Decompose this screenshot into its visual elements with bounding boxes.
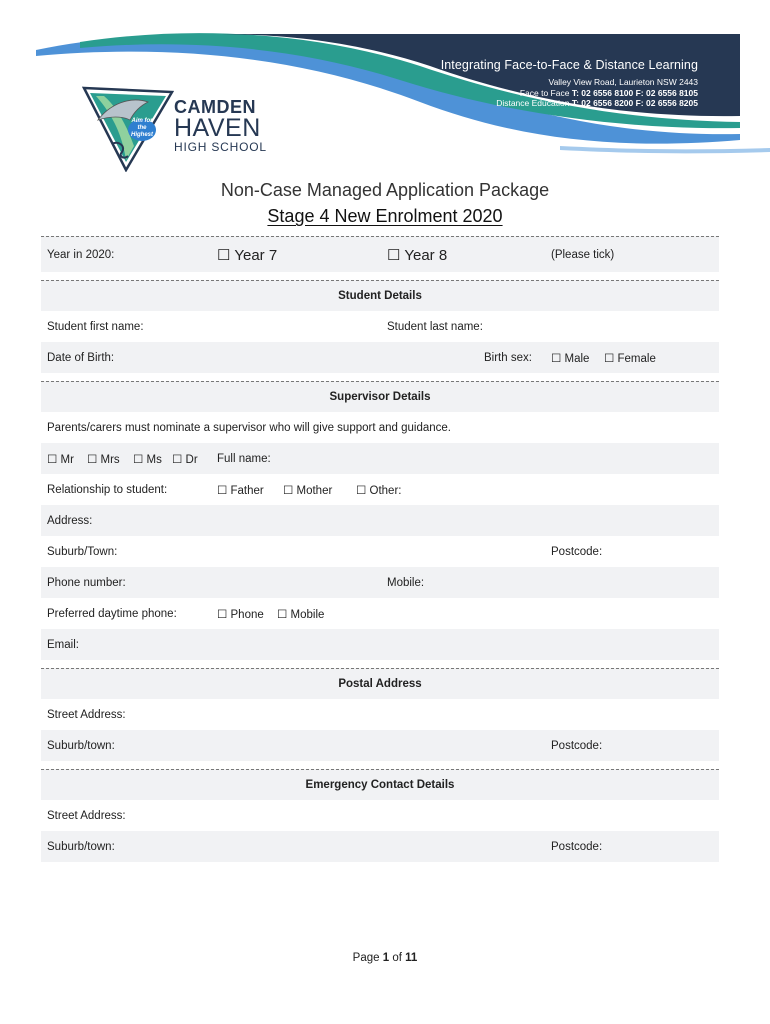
banner-distance-education: Distance Education T: 02 6556 8200 F: 02 6556 8205 [496, 98, 698, 108]
first-name-label: Student first name: [47, 320, 144, 333]
logo-motto-1: Aim for [131, 118, 153, 124]
emergency-street-row [41, 800, 719, 831]
postal-street-row [41, 699, 719, 730]
postcode-label: Postcode: [551, 545, 603, 558]
document-subtitle: Stage 4 New Enrolment 2020 [267, 206, 503, 226]
logo-motto-2: the [137, 125, 147, 131]
other-option[interactable]: ☐ Other: [356, 484, 402, 497]
checkbox-icon[interactable]: ☐ [283, 484, 294, 497]
pref-mobile-option[interactable]: ☐ Mobile [277, 608, 325, 621]
postal-suburb-row [41, 730, 719, 761]
male-option[interactable]: ☐ Male [551, 352, 590, 365]
suburb-label: Suburb/Town: [47, 545, 118, 558]
father-option[interactable]: ☐ Father [217, 484, 264, 497]
mobile-label: Mobile: [387, 576, 425, 589]
section-heading: Emergency Contact Details [305, 779, 455, 791]
banner-address: Valley View Road, Laurieton NSW 2443 [548, 77, 698, 87]
postcode-label: Postcode: [551, 840, 603, 853]
postcode-label: Postcode: [551, 739, 603, 752]
relationship-row [41, 474, 719, 505]
section-heading: Supervisor Details [329, 391, 431, 403]
page-total: 11 [405, 952, 418, 964]
banner-face-to-face: Face to Face T: 02 6556 8100 F: 02 6556 8105 [519, 88, 698, 98]
enrolment-form [41, 236, 719, 862]
year-row [41, 236, 719, 272]
please-tick-note: (Please tick) [551, 248, 615, 261]
section-heading: Postal Address [338, 678, 422, 690]
school-logo [82, 84, 174, 172]
page-footer: Page 1 of 11 [352, 952, 418, 964]
banner-tagline: Integrating Face-to-Face & Distance Learning [440, 58, 698, 72]
checkbox-icon[interactable]: ☐ [277, 608, 288, 621]
title-dr-option[interactable]: ☐ Dr [172, 453, 198, 466]
address-row [41, 505, 719, 536]
relationship-label: Relationship to student: [47, 483, 168, 496]
female-option[interactable]: ☐ Female [604, 352, 656, 365]
checkbox-icon[interactable]: ☐ [217, 246, 231, 264]
supervisor-title-row [41, 443, 719, 474]
year-label: Year in 2020: [47, 248, 115, 261]
student-details-header [41, 280, 719, 311]
emergency-suburb-row [41, 831, 719, 862]
phone-row [41, 567, 719, 598]
suburb-row [41, 536, 719, 567]
mother-option[interactable]: ☐ Mother [283, 484, 333, 497]
school-name: CAMDEN HAVEN HIGH SCHOOL [174, 97, 267, 154]
street-address-label: Street Address: [47, 708, 126, 721]
birth-sex-label: Birth sex: [484, 351, 532, 364]
preferred-phone-label: Preferred daytime phone: [47, 607, 177, 620]
year-7-option[interactable]: ☐ Year 7 [217, 246, 278, 264]
checkbox-icon[interactable]: ☐ [133, 453, 144, 466]
dob-label: Date of Birth: [47, 351, 115, 364]
checkbox-icon[interactable]: ☐ [387, 246, 401, 264]
checkbox-icon[interactable]: ☐ [172, 453, 183, 466]
street-address-label: Street Address: [47, 809, 126, 822]
last-name-label: Student last name: [387, 320, 483, 333]
emergency-contact-header [41, 769, 719, 800]
page-number: 1 [382, 952, 390, 964]
pref-phone-option[interactable]: ☐ Phone [217, 608, 264, 621]
checkbox-icon[interactable]: ☐ [551, 352, 562, 365]
address-label: Address: [47, 514, 93, 527]
checkbox-icon[interactable]: ☐ [47, 453, 58, 466]
section-heading: Student Details [338, 290, 422, 302]
year-8-option[interactable]: ☐ Year 8 [387, 246, 448, 264]
supervisor-intro-row [41, 412, 719, 443]
title-mrs-option[interactable]: ☐ Mrs [87, 453, 120, 466]
checkbox-icon[interactable]: ☐ [87, 453, 98, 466]
title-ms-option[interactable]: ☐ Ms [133, 453, 162, 466]
title-mr-option[interactable]: ☐ Mr [47, 453, 74, 466]
postal-address-header [41, 668, 719, 699]
email-row [41, 629, 719, 660]
student-name-row [41, 311, 719, 342]
supervisor-intro: Parents/carers must nominate a supervisor who will give support and guidance. [47, 421, 451, 434]
preferred-phone-row [41, 598, 719, 629]
checkbox-icon[interactable]: ☐ [356, 484, 367, 497]
suburb-label: Suburb/town: [47, 840, 115, 853]
checkbox-icon[interactable]: ☐ [217, 608, 228, 621]
checkbox-icon[interactable]: ☐ [604, 352, 615, 365]
checkbox-icon[interactable]: ☐ [217, 484, 228, 497]
email-label: Email: [47, 638, 79, 651]
full-name-label: Full name: [217, 452, 271, 465]
suburb-label: Suburb/town: [47, 739, 115, 752]
logo-motto-3: Highest [130, 132, 154, 138]
phone-label: Phone number: [47, 576, 126, 589]
document-title: Non-Case Managed Application Package [220, 180, 550, 200]
supervisor-details-header [41, 381, 719, 412]
dob-row [41, 342, 719, 373]
